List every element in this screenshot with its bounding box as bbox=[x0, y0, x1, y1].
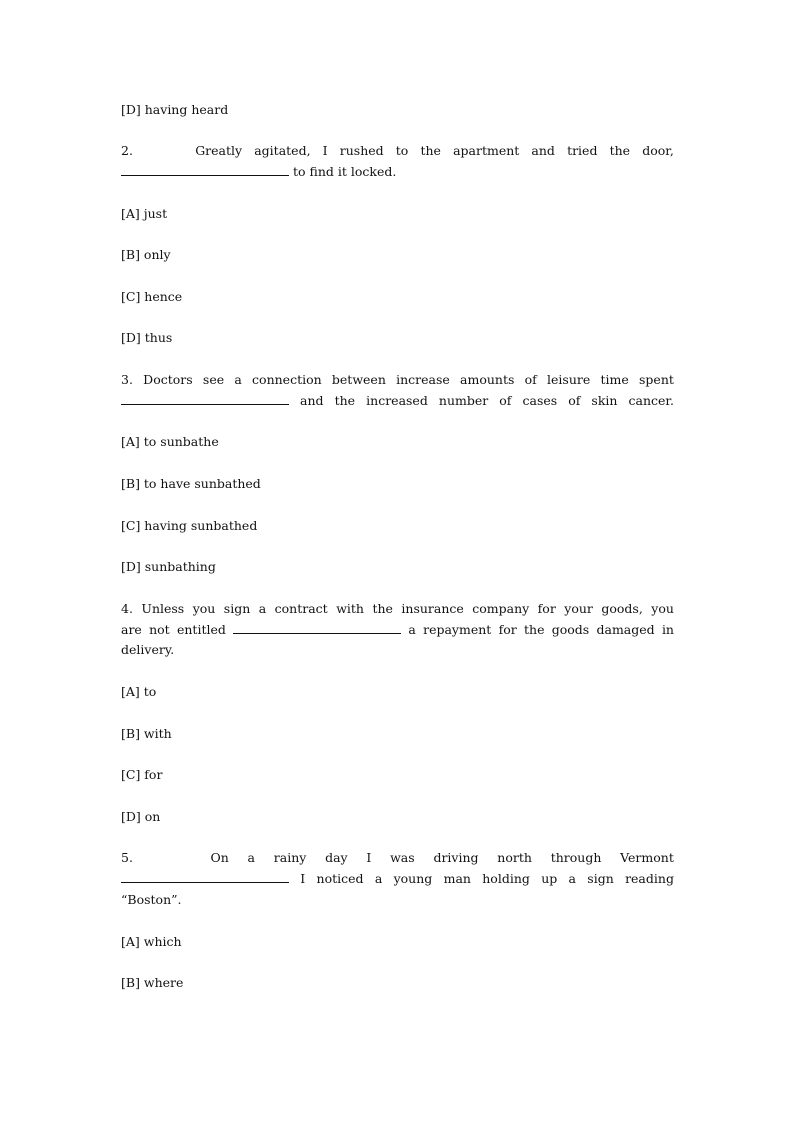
q4-word: the bbox=[372, 601, 393, 616]
q4-stem-line-1 bbox=[121, 598, 674, 619]
q5-word: I bbox=[300, 871, 306, 886]
q3-number: 3. bbox=[121, 372, 133, 387]
q5-word: north bbox=[497, 850, 532, 865]
q5-word: On bbox=[210, 850, 229, 865]
q2-option-b: [B] only bbox=[121, 247, 171, 262]
q5-word: rainy bbox=[273, 850, 307, 865]
q2-stem-line-2 bbox=[121, 161, 674, 182]
q4-option-b: [B] with bbox=[121, 726, 172, 741]
q4-word: your bbox=[564, 601, 593, 616]
q2-word: the bbox=[420, 143, 441, 158]
q3-stem-line-1 bbox=[121, 369, 674, 390]
q2-word: tried bbox=[567, 143, 598, 158]
q4-word: you bbox=[192, 601, 216, 616]
q4-word: contract bbox=[274, 601, 328, 616]
q5-word: day bbox=[325, 850, 348, 865]
q5-word: young bbox=[393, 871, 433, 886]
q4-number: 4. bbox=[121, 601, 133, 616]
q3-word: amounts bbox=[460, 372, 515, 387]
answer-blank[interactable] bbox=[121, 392, 289, 405]
q3-option-a: [A] to sunbathe bbox=[121, 434, 219, 449]
q4-word: the bbox=[524, 622, 545, 637]
q2-option-c: [C] hence bbox=[121, 289, 183, 304]
q5-word: driving bbox=[433, 850, 479, 865]
q2-word: to bbox=[395, 143, 409, 158]
q4-word: with bbox=[336, 601, 364, 616]
q3-option-c: [C] having sunbathed bbox=[121, 518, 258, 533]
q5-word: a bbox=[374, 871, 383, 886]
q4-word: a bbox=[408, 622, 416, 637]
q3-word: spent bbox=[639, 372, 674, 387]
q4-word: Unless bbox=[141, 601, 185, 616]
q5-word: up bbox=[541, 871, 558, 886]
q4-word: repayment bbox=[423, 622, 492, 637]
q2-word: agitated, bbox=[254, 143, 311, 158]
q5-word: man bbox=[443, 871, 471, 886]
q4-stem-line-2 bbox=[121, 619, 674, 640]
q3-word: increase bbox=[396, 372, 450, 387]
q4-word: not bbox=[149, 622, 170, 637]
q2-word: door, bbox=[642, 143, 674, 158]
q5-word: through bbox=[550, 850, 602, 865]
q5-option-b: [B] where bbox=[121, 975, 184, 990]
q3-word: cancer. bbox=[628, 393, 674, 408]
q3-word: of bbox=[568, 393, 581, 408]
q4-word: are bbox=[121, 622, 142, 637]
q5-stem-line-1 bbox=[121, 847, 674, 868]
q5-word: holding bbox=[482, 871, 530, 886]
q5-word: I bbox=[366, 850, 372, 865]
q5-number: 5. bbox=[121, 850, 133, 865]
q3-word: cases bbox=[522, 393, 558, 408]
answer-blank[interactable] bbox=[233, 621, 401, 634]
answer-blank[interactable] bbox=[121, 870, 289, 883]
q3-stem-line-2 bbox=[121, 390, 674, 411]
q4-word: damaged bbox=[596, 622, 655, 637]
q2-word: the bbox=[609, 143, 631, 158]
q4-word: a bbox=[258, 601, 267, 616]
q4-word: for bbox=[537, 601, 556, 616]
q2-word: I bbox=[322, 143, 328, 158]
q2-word: apartment bbox=[453, 143, 520, 158]
q4-word: company bbox=[472, 601, 530, 616]
q3-word: see bbox=[202, 372, 225, 387]
q2-number: 2. bbox=[121, 143, 133, 158]
q4-word: for bbox=[498, 622, 517, 637]
q3-word: of bbox=[524, 372, 537, 387]
q4-word: entitled bbox=[176, 622, 226, 637]
q4-word: sign bbox=[223, 601, 251, 616]
q3-option-b: [B] to have sunbathed bbox=[121, 476, 261, 491]
q4-word: in bbox=[661, 622, 674, 637]
q4-word: goods, bbox=[601, 601, 643, 616]
q4-word: insurance bbox=[401, 601, 464, 616]
q3-word: a bbox=[234, 372, 242, 387]
q3-word: between bbox=[331, 372, 386, 387]
q5-word: Vermont bbox=[620, 850, 674, 865]
q1-option-d: [D] having heard bbox=[121, 102, 229, 117]
q3-option-d: [D] sunbathing bbox=[121, 559, 216, 574]
q3-word: skin bbox=[591, 393, 618, 408]
q3-word: the bbox=[334, 393, 356, 408]
q2-stem-line-1 bbox=[121, 140, 674, 161]
q2-option-d: [D] thus bbox=[121, 330, 173, 345]
q5-stem-line-2 bbox=[121, 868, 674, 889]
q4-option-c: [C] for bbox=[121, 767, 163, 782]
q5-option-a: [A] which bbox=[121, 934, 182, 949]
q4-word: goods bbox=[551, 622, 590, 637]
q4-stem-line-3: delivery. bbox=[121, 642, 175, 657]
q5-word: sign bbox=[587, 871, 614, 886]
q5-word: was bbox=[390, 850, 415, 865]
q2-word: rushed bbox=[339, 143, 384, 158]
q3-word: Doctors bbox=[143, 372, 193, 387]
q3-word: increased bbox=[366, 393, 428, 408]
q4-option-d: [D] on bbox=[121, 809, 161, 824]
q2-option-a: [A] just bbox=[121, 206, 168, 221]
q5-word: noticed bbox=[316, 871, 364, 886]
q3-word: of bbox=[499, 393, 512, 408]
q5-word: reading bbox=[625, 871, 674, 886]
q3-word: number bbox=[438, 393, 489, 408]
q2-word: and bbox=[531, 143, 555, 158]
q2-stem-end: to find it locked. bbox=[292, 164, 397, 179]
q5-stem-line-3: “Boston”. bbox=[121, 892, 182, 907]
q3-word: leisure bbox=[547, 372, 591, 387]
q3-word: and bbox=[300, 393, 324, 408]
q2-word: Greatly bbox=[195, 143, 243, 158]
answer-blank[interactable] bbox=[121, 163, 289, 176]
q5-word: a bbox=[568, 871, 576, 886]
q3-word: connection bbox=[252, 372, 322, 387]
q4-option-a: [A] to bbox=[121, 684, 157, 699]
q4-word: you bbox=[651, 601, 674, 616]
q5-word: a bbox=[247, 850, 255, 865]
q3-word: time bbox=[600, 372, 629, 387]
